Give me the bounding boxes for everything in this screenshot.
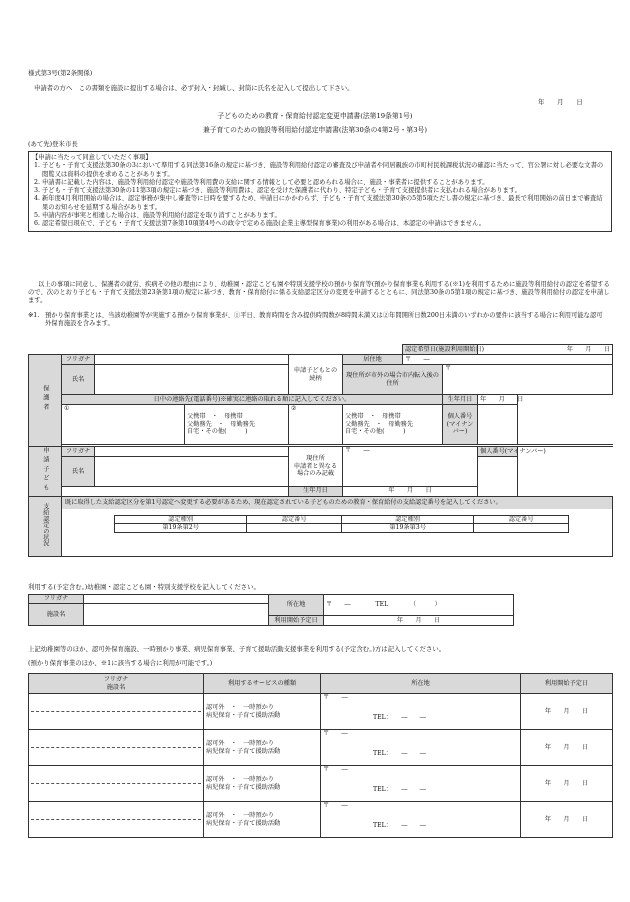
other-tel: TEL： ― ― bbox=[373, 821, 426, 829]
child-furigana-label: フリガナ bbox=[62, 447, 95, 457]
residence-input[interactable]: 〒 ― bbox=[403, 355, 613, 365]
other-col-location: 所在地 bbox=[321, 674, 521, 694]
other-tel: TEL： ― ― bbox=[373, 713, 426, 721]
guardian-birthdate-label: 生年月日 bbox=[443, 395, 478, 405]
cert-type-19-2: 第19条第2号 bbox=[115, 524, 247, 533]
kinder-facility-input[interactable] bbox=[84, 604, 269, 626]
addressee: (あて先)登米市長 bbox=[28, 140, 78, 148]
child-name-input[interactable] bbox=[95, 457, 289, 487]
contact-1-input[interactable]: ① bbox=[62, 405, 185, 445]
kinder-location-label: 所在地 bbox=[269, 595, 324, 616]
guardian-name-label: 氏名 bbox=[62, 365, 95, 395]
child-name-label: 氏名 bbox=[62, 457, 95, 487]
other-col-facility: フリガナ 施設名 bbox=[29, 674, 204, 694]
cert-no-19-2-input[interactable] bbox=[247, 524, 342, 533]
contact-2-type[interactable]: 父携帯 ・ 母携帯 父勤務先 ・ 母勤務先 自宅・その他( ) bbox=[343, 405, 443, 445]
child-personal-number-input[interactable] bbox=[478, 457, 518, 497]
kindergarten-intro: 利用する(予定含む。)幼稚園・認定こども園・特別支援学校を記入してください。 bbox=[28, 583, 260, 591]
guardian-name-input[interactable] bbox=[95, 365, 289, 395]
form-number: 様式第3号(第2条関係) bbox=[28, 69, 93, 77]
other-facility-input[interactable] bbox=[29, 694, 204, 730]
other-start-input[interactable]: 年 月 日 bbox=[521, 730, 613, 766]
other-service-type[interactable]: 認可外 ・ 一時預かり 病児保育・子育て援助活動 bbox=[204, 694, 321, 730]
status-label: 支給認定の状況 bbox=[29, 496, 62, 556]
desired-date-input[interactable]: 年 月 日 bbox=[478, 345, 613, 355]
other-postal: 〒 ― bbox=[323, 802, 348, 809]
note1-text: 預かり保育事業とは、当該幼稚園等が実施する預かり保育事業が、①平日、教育時間を含み提供時間数が8時間未満又は②年間開所日数200日未満のいずれかの要件に該当する場合に利用可能な認可外保育施設を含みます。 bbox=[45, 312, 603, 328]
relation-label: 申請子どもとの続柄 bbox=[289, 355, 343, 395]
other-facility-input[interactable] bbox=[29, 766, 204, 802]
cert-no-header-2: 認定番号 bbox=[474, 515, 569, 524]
child-birthdate-label: 生年月日 bbox=[289, 486, 343, 496]
other-postal: 〒 ― bbox=[323, 694, 348, 701]
instruction-text: 申請者の方へ この書類を施設に提出する場合は、必ず封入・封緘し、封筒に氏名を記入して提出して下さい。 bbox=[34, 84, 354, 92]
other-col-start: 利用開始予定日 bbox=[521, 674, 613, 694]
other-services-note: (預かり保育事業のほか、※1に該当する場合に利用が可能です。) bbox=[28, 659, 213, 667]
contact-1-type[interactable]: 父携帯 ・ 母携帯 父勤務先 ・ 母勤務先 自宅・その他( ) bbox=[185, 405, 289, 445]
desired-date-label: 認定希望日(施設利用開始日) bbox=[403, 345, 478, 355]
status-cell bbox=[62, 496, 613, 556]
cert-no-19-3-input[interactable] bbox=[474, 524, 569, 533]
guardian-personal-number-label: 個人番号(マイナンバー) bbox=[443, 405, 478, 445]
consent-item: 4. 新年度4月利用開始の場合は、認定事務が集中し審査等に日時を要するため、申請日にかかわらず、子ども・子育て支援法第30条の5第5項ただし書の規定に基づき、最長で利用開始の前日まで審査結果のお知らせを延期する場合があります。 bbox=[42, 195, 608, 212]
guardian-furigana-input[interactable] bbox=[95, 355, 289, 365]
consent-heading: 【申請に当たって同意していただく事項】 bbox=[32, 154, 152, 161]
guardian-personal-number-input[interactable] bbox=[478, 405, 518, 445]
kinder-facility-label: 施設名 bbox=[29, 604, 84, 626]
other-postal: 〒 ― bbox=[323, 730, 348, 737]
applicant-table bbox=[28, 344, 613, 557]
kinder-furigana-input[interactable] bbox=[84, 595, 269, 604]
consent-item: 6. 認定希望日現在で、子ども・子育て支援法第7条第10項第4号への政令で定める施設(企業主導型保育事業)の利用がある場合は、本認定の申請はできません。 bbox=[42, 220, 608, 228]
other-services-intro: 上記幼稚園等のほか、認可外保育施設、一時預かり事業、病児保育事業、子育て援助活動支援事業を利用する(予定含む。)方は記入してください。 bbox=[28, 645, 446, 653]
move-in-address-input[interactable]: 〒 bbox=[443, 365, 613, 395]
daytime-contact-label: 日中の連絡先(電話番号)※確実に連絡の取れる順に記入してください。 bbox=[62, 395, 443, 405]
guardian-furigana-label: フリガナ bbox=[62, 355, 95, 365]
other-service-row bbox=[29, 694, 613, 730]
cert-type-header-1: 認定種別 bbox=[115, 515, 247, 524]
other-start-input[interactable]: 年 月 日 bbox=[521, 766, 613, 802]
other-col-service: 利用するサービスの種類 bbox=[204, 674, 321, 694]
kindergarten-table bbox=[28, 594, 514, 626]
furigana-divider bbox=[31, 819, 201, 820]
consent-list bbox=[32, 162, 608, 228]
consent-box bbox=[28, 151, 612, 232]
other-rows bbox=[29, 694, 613, 838]
furigana-divider bbox=[31, 783, 201, 784]
other-facility-input[interactable] bbox=[29, 802, 204, 838]
other-start-input[interactable]: 年 月 日 bbox=[521, 802, 613, 838]
furigana-divider bbox=[31, 711, 201, 712]
child-furigana-input[interactable] bbox=[95, 447, 289, 457]
cert-type-header-2: 認定種別 bbox=[341, 515, 473, 524]
child-address-label: 現住所 申請者と異なる場合のみ記載 bbox=[289, 447, 343, 487]
other-service-type[interactable]: 認可外 ・ 一時預かり 病児保育・子育て援助活動 bbox=[204, 766, 321, 802]
other-tel: TEL： ― ― bbox=[373, 749, 426, 757]
other-start-input[interactable]: 年 月 日 bbox=[521, 694, 613, 730]
consent-item: 2. 申請書に記載した内容は、施設等利用給付認定や施設等利用費の支給に関する情報として必要と認められる場合に、施設・事業者に提供することがあります。 bbox=[42, 179, 608, 187]
application-date: 年 月 日 bbox=[538, 98, 583, 106]
other-location-input[interactable] bbox=[321, 730, 521, 766]
form-title-2: 兼子育てのための施設等利用給付認定申請書(法第30条の4第2号・第3号) bbox=[202, 126, 428, 134]
other-services-table bbox=[28, 673, 613, 838]
consent-item: 5. 申請内容が事実と相違した場合は、施設等利用給付認定を取り消すことがあります。 bbox=[42, 212, 608, 220]
furigana-divider bbox=[31, 747, 201, 748]
note1-mark: ※1. bbox=[28, 312, 40, 319]
other-tel: TEL： ― ― bbox=[373, 785, 426, 793]
guardian-label: 保護者 bbox=[29, 355, 62, 447]
other-location-input[interactable] bbox=[321, 766, 521, 802]
status-note: 既に取得した支給認定区分を第1号認定へ変更する必要があるため、現在認定されている子どものための教育・保育給付の支給認定番号を記入してください。 bbox=[62, 497, 612, 509]
consent-item: 3. 子ども・子育て支援法第30条の11第3項の規定に基づき、施設等利用費は、認定を受けた保護者に代わり、特定子ども・子育て支援提供者に支払われる場合があります。 bbox=[42, 187, 608, 195]
cert-table bbox=[114, 515, 569, 534]
cert-type-19-3: 第19条第3号 bbox=[341, 524, 473, 533]
kinder-furigana-label: フリガナ bbox=[29, 595, 84, 604]
other-location-input[interactable] bbox=[321, 694, 521, 730]
other-service-row bbox=[29, 730, 613, 766]
child-birthdate-input[interactable]: 年 月 日 bbox=[343, 486, 478, 496]
kinder-start-input[interactable]: 年 月 日 bbox=[324, 616, 514, 626]
other-service-type[interactable]: 認可外 ・ 一時預かり 病児保育・子育て援助活動 bbox=[204, 802, 321, 838]
child-label: 申請子ども bbox=[29, 447, 62, 497]
kinder-location-input[interactable]: 〒 ― TEL （ ） bbox=[324, 595, 514, 616]
kinder-start-label: 利用開始予定日 bbox=[269, 616, 324, 626]
other-facility-input[interactable] bbox=[29, 730, 204, 766]
contact-2-input[interactable]: ② bbox=[289, 405, 343, 445]
move-in-address-label: 現住所が市外の場合市内転入後の住所 bbox=[343, 365, 443, 395]
other-postal: 〒 ― bbox=[323, 766, 348, 773]
consent-item: 1. 子ども・子育て支援法第30条の3において準用する同法第16条の規定に基づき、施設等利用給付認定の審査及び申請者や同居親族の市町村民税課税状況の確認に当たって、官公署に対し必要な文書の閲覧又は資料の提供を求めることがあります。 bbox=[42, 162, 608, 179]
form-title-1: 子どものための教育・保育給付認定変更申請書(法第19条第1号) bbox=[217, 112, 413, 120]
child-personal-number-label: 個人番号(マイナンバー) bbox=[478, 447, 518, 457]
other-service-type[interactable]: 認可外 ・ 一時預かり 病児保育・子育て援助活動 bbox=[204, 730, 321, 766]
other-service-row bbox=[29, 802, 613, 838]
other-service-row bbox=[29, 766, 613, 802]
other-location-input[interactable] bbox=[321, 802, 521, 838]
residence-label: 居住地 bbox=[343, 355, 403, 365]
cert-no-header-1: 認定番号 bbox=[247, 515, 342, 524]
consent-statement: 以上の事項に同意し、保護者の就労、疾病その他の理由により、幼稚園・認定こども園や特別支援学校の預かり保育等(預かり保育事業も利用する(※1)を利用するために施設等利用給付の認定を希望するので、次のとおり子ども・子育て支援法第23条第1項の規定に基づき、教育・保育給付に係る支給認定区分の変更を申請するとともに、同法第30条の5第1項の規定に基づき、施設等利用給付の認定を申請します。 bbox=[28, 281, 610, 305]
guardian-birthdate-input[interactable]: 年 月 日 bbox=[478, 395, 518, 405]
child-address-input[interactable]: 〒 ― bbox=[343, 447, 478, 487]
